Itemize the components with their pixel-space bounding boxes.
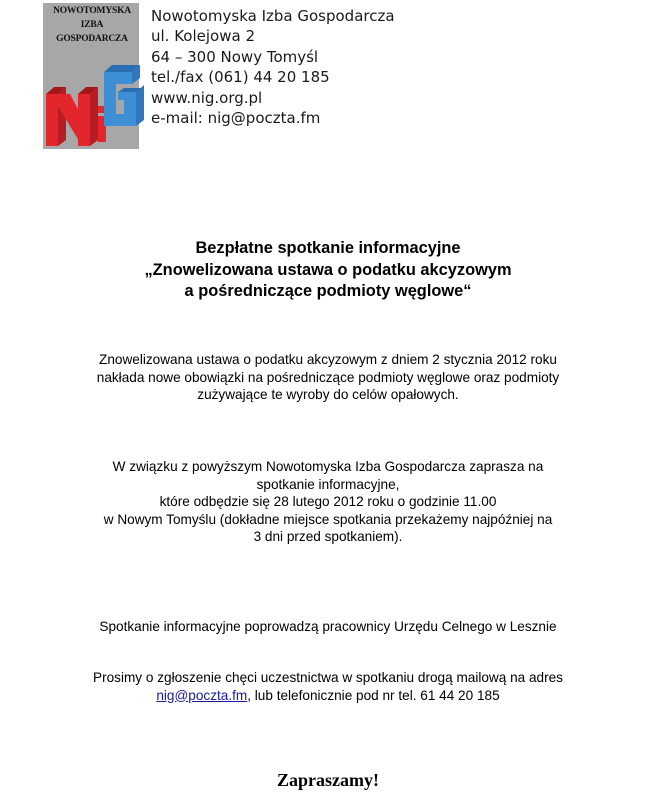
logo-name-line1: NOWOTOMYSKA (53, 6, 131, 16)
website: www.nig.org.pl (151, 88, 263, 107)
organization-name: Nowotomyska Izba Gospodarcza (151, 7, 395, 25)
intro-line-2: nakłada nowe obowiązki na pośredniczące podmioty węglowe oraz podmioty (96, 369, 560, 385)
title-line-1: Bezpłatne spotkanie informacyjne (195, 239, 461, 257)
invitation-line-4: w Nowym Tomyślu (dokładne miejsce spotkania przekażemy najpóźniej na (103, 511, 553, 527)
invitation-line-2: spotkanie informacyjne, (256, 476, 400, 492)
nig-logo-mark (40, 54, 146, 152)
intro-line-1: Znowelizowana ustawa o podatku akcyzowym z dniem 2 stycznia 2012 roku (99, 352, 557, 367)
invitation-line-1: W związku z powyższym Nowotomyska Izba Gospodarcza zaprasza na (112, 459, 544, 474)
intro-paragraph (40, 351, 616, 404)
title-line-3: a pośredniczące podmioty węglowe“ (184, 282, 472, 300)
document-title (0, 238, 656, 303)
phone-fax: tel./fax (061) 44 20 185 (151, 68, 330, 87)
street-address: ul. Kolejowa 2 (151, 27, 255, 46)
invitation-paragraph (40, 458, 616, 546)
letterhead (151, 6, 395, 128)
registration-paragraph (40, 669, 616, 704)
email-link[interactable]: nig@poczta.fm (156, 687, 248, 703)
email-line: e-mail: nig@poczta.fm (151, 109, 321, 128)
invitation-line-3: które odbędzie się 28 lutego 2012 roku o godzinie 11.00 (159, 494, 497, 510)
presenters-paragraph (40, 618, 616, 636)
postal-city: 64 – 300 Nowy Tomyśl (151, 47, 319, 66)
title-line-2: „Znowelizowana ustawa o podatku akcyzowym (144, 260, 512, 279)
registration-line-2 (40, 687, 616, 705)
logo-name (52, 4, 132, 46)
presenters-line: Spotkanie informacyjne poprowadzą pracownicy Urzędu Celnego w Lesznie (99, 619, 557, 634)
registration-line-2-rest: , lub telefonicznie pod nr tel. 61 44 20 185 (247, 687, 500, 703)
registration-line-1: Prosimy o zgłoszenie chęci uczestnictwa w spotkaniu drogą mailową na adres (93, 670, 563, 685)
closing-text: Zapraszamy! (277, 770, 379, 790)
intro-line-3: zużywające te wyroby do celów opałowych. (197, 387, 459, 403)
logo-name-line2: IZBA GOSPODARCZA (56, 20, 128, 44)
invitation-line-5: 3 dni przed spotkaniem). (253, 529, 403, 545)
